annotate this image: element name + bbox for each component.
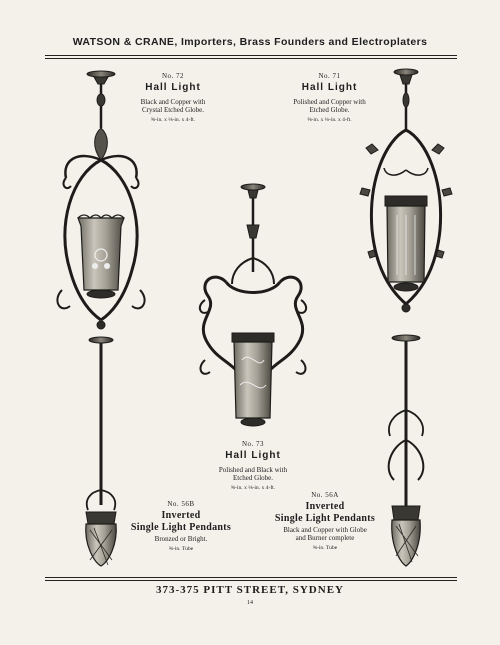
pendant-no-56a-illustration xyxy=(389,335,424,566)
item-number: No. 73 xyxy=(241,440,265,448)
item-number: No. 71 xyxy=(318,72,341,80)
item-description-line: Bronzed or Bright. xyxy=(154,535,208,544)
item-description-line: Etched Globe. xyxy=(309,105,350,114)
item-dimensions: ⅝-in. x ⅛-in. x 4-ft. xyxy=(307,116,352,123)
item-name-line: Single Light Pendants xyxy=(274,512,376,524)
item-name: Hall Light xyxy=(301,82,358,94)
item-description-line: Etched Globe. xyxy=(232,473,274,482)
item-name: Hall Light xyxy=(145,82,201,94)
item-dimensions: ⅝-in. Tube xyxy=(312,545,338,552)
item-no-73-label xyxy=(198,440,308,491)
item-description-line: Polished and Black with xyxy=(218,465,288,474)
lamp-no-73-illustration xyxy=(200,184,306,426)
item-name-line: Inverted xyxy=(305,501,345,513)
footer-rule xyxy=(45,577,457,578)
item-description-line: Crystal Etched Globe. xyxy=(141,105,204,114)
item-dimensions: ⅝-in. x ⅛-in. x 4-ft. xyxy=(150,116,196,123)
item-description-line: Polished and Copper with xyxy=(293,97,366,106)
item-no-72-label xyxy=(118,72,228,123)
item-no-56b-label xyxy=(118,500,244,553)
item-description-line: Black and Copper with xyxy=(140,97,206,106)
page-header: WATSON & CRANE, Importers, Brass Founders and Electroplaters xyxy=(72,36,428,48)
item-dimensions: ⅝-in. Tube xyxy=(168,546,194,553)
item-number: No. 72 xyxy=(161,72,185,80)
item-description-line: Black and Copper with Globe xyxy=(283,526,367,535)
item-number: No. 56B xyxy=(167,500,195,508)
item-dimensions: ⅝-in. x ⅛-in. x 4-ft. xyxy=(230,484,276,491)
item-name-line: Single Light Pendants xyxy=(130,521,232,533)
item-name-line: Inverted xyxy=(161,510,201,522)
page-number: 14 xyxy=(247,600,253,606)
item-name: Hall Light xyxy=(225,450,281,462)
item-number: No. 56A xyxy=(311,491,339,499)
footer-rule-thin xyxy=(45,580,457,581)
pendant-no-56b-illustration xyxy=(86,337,117,566)
page-footer-address: 373-375 PITT STREET, SYDNEY xyxy=(156,584,344,596)
item-description-line: and Burner complete xyxy=(295,534,355,543)
item-no-71-label xyxy=(272,72,387,123)
item-no-56a-label xyxy=(260,491,390,552)
